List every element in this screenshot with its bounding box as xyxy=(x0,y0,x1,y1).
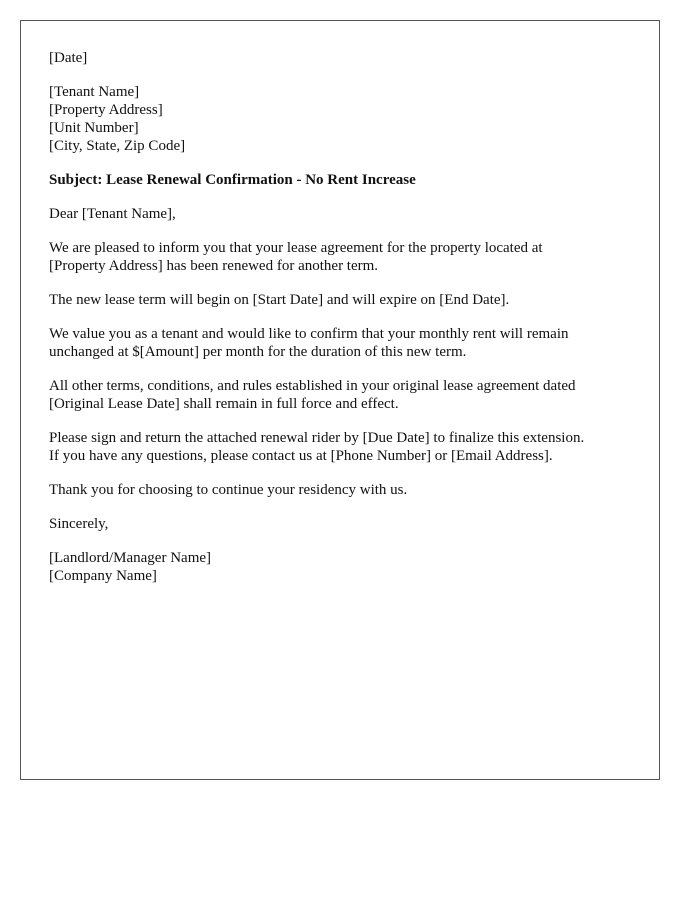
paragraph-line: If you have any questions, please contact us at [Phone Number] or [Email Address]. xyxy=(49,448,553,464)
recipient-unit: [Unit Number] xyxy=(49,120,139,136)
letter-page xyxy=(20,20,660,780)
paragraph-line: Thank you for choosing to continue your residency with us. xyxy=(49,482,408,498)
signature-name: [Landlord/Manager Name] xyxy=(49,550,212,566)
recipient-name: [Tenant Name] xyxy=(49,84,140,100)
body-paragraph-2 xyxy=(49,291,631,309)
recipient-city-state-zip: [City, State, Zip Code] xyxy=(49,138,186,154)
letter-date-block xyxy=(49,49,631,67)
paragraph-line: [Original Lease Date] shall remain in full force and effect. xyxy=(49,396,399,412)
paragraph-line: All other terms, conditions, and rules established in your original lease agreement dated xyxy=(49,378,576,394)
paragraph-line: Please sign and return the attached renewal rider by [Due Date] to finalize this extension. xyxy=(49,430,585,446)
paragraph-line: We value you as a tenant and would like to confirm that your monthly rent will remain xyxy=(49,326,569,342)
subject-block xyxy=(49,171,631,189)
paragraph-line: unchanged at $[Amount] per month for the duration of this new term. xyxy=(49,344,467,360)
body-paragraph-1 xyxy=(49,239,631,275)
closing: Sincerely, xyxy=(49,516,109,532)
recipient-address: [Property Address] xyxy=(49,102,163,118)
salutation: Dear [Tenant Name], xyxy=(49,206,176,222)
signature-block xyxy=(49,549,631,585)
body-paragraph-4 xyxy=(49,377,631,413)
letter-date: [Date] xyxy=(49,50,88,66)
paragraph-line: The new lease term will begin on [Start Date] and will expire on [End Date]. xyxy=(49,292,510,308)
body-paragraph-3 xyxy=(49,325,631,361)
signature-company: [Company Name] xyxy=(49,568,157,584)
recipient-address-block xyxy=(49,83,631,155)
paragraph-line: We are pleased to inform you that your lease agreement for the property located at xyxy=(49,240,543,256)
salutation-block xyxy=(49,205,631,223)
body-paragraph-6 xyxy=(49,481,631,499)
subject-line: Subject: Lease Renewal Confirmation - No Rent Increase xyxy=(49,172,416,188)
body-paragraph-5 xyxy=(49,429,631,465)
closing-block xyxy=(49,515,631,533)
paragraph-line: [Property Address] has been renewed for another term. xyxy=(49,258,379,274)
